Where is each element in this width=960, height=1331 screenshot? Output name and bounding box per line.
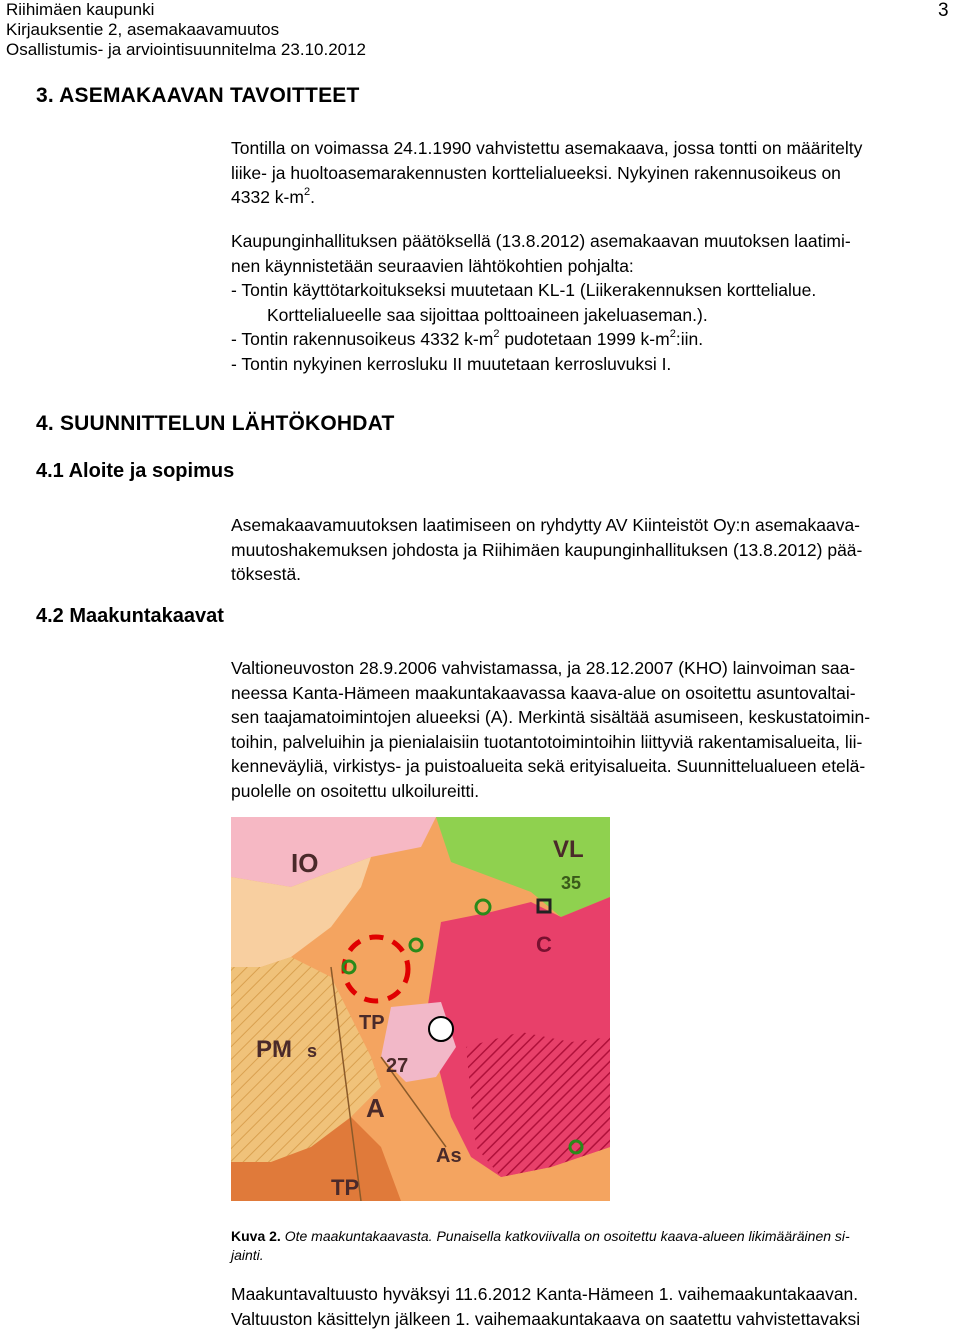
text-line: puolelle on osoitettu ulkoilureitti. bbox=[231, 779, 956, 804]
superscript: 2 bbox=[493, 328, 499, 340]
map-label-tp-bottom: TP bbox=[331, 1175, 359, 1200]
subsection-4-2-heading: 4.2 Maakuntakaavat bbox=[36, 605, 224, 628]
text-line: toihin, palveluihin ja pienialaisiin tuotantotoimintoihin liittyviä rakentamisalueita, lii- bbox=[231, 730, 956, 755]
caption-line bbox=[231, 1227, 956, 1246]
text-line: Valtuuston käsittelyn jälkeen 1. vaihemaakuntakaava on saatettu vahvistettavaksi bbox=[231, 1307, 956, 1331]
superscript: 2 bbox=[304, 186, 310, 198]
text-span: 4332 k-m bbox=[231, 187, 304, 207]
subsection-4-2-paragraph bbox=[231, 656, 956, 803]
header-document: Osallistumis- ja arviointisuunnitelma 23.10.2012 bbox=[6, 40, 366, 60]
section-3-paragraph-2 bbox=[231, 229, 956, 376]
map-label-35: 35 bbox=[561, 873, 581, 893]
text-line: Kaupunginhallituksen päätöksellä (13.8.2012) asemakaavan muutoksen laatimi- bbox=[231, 229, 956, 254]
text-line: kenneväyliä, virkistys- ja puistoalueita sekä erityisalueita. Suunnittelualueen etelä- bbox=[231, 754, 956, 779]
text-line: liike- ja huoltoasemarakennusten korttelialueeksi. Nykyinen rakennusoikeus on bbox=[231, 161, 956, 186]
section-4-heading: 4. SUUNNITTELUN LÄHTÖKOHDAT bbox=[36, 412, 395, 436]
figure-caption bbox=[231, 1227, 956, 1265]
subsection-4-1-paragraph bbox=[231, 513, 956, 587]
map-label-a: A bbox=[366, 1093, 385, 1123]
text-span: pudotetaan 1999 k-m bbox=[499, 329, 669, 349]
header-project: Kirjauksentie 2, asemakaavamuutos bbox=[6, 20, 279, 40]
page-number: 3 bbox=[938, 0, 949, 22]
caption-text: Ote maakuntakaavasta. Punaisella katkoviivalla on osoitettu kaava-alueen likimääräinen si- bbox=[281, 1228, 850, 1244]
list-item: - Tontin käyttötarkoitukseksi muutetaan KL-1 (Liikerakennuksen korttelialue. bbox=[231, 278, 956, 303]
section-3-heading: 3. ASEMAKAAVAN TAVOITTEET bbox=[36, 84, 360, 108]
section-3-paragraph-1 bbox=[231, 136, 956, 210]
header-organization: Riihimäen kaupunki bbox=[6, 0, 154, 20]
text-span: - Tontin rakennusoikeus 4332 k-m bbox=[231, 329, 493, 349]
map-symbol-circle bbox=[429, 1017, 453, 1041]
caption-line: jainti. bbox=[231, 1246, 956, 1265]
text-line: muutoshakemuksen johdosta ja Riihimäen kaupunginhallituksen (13.8.2012) pää- bbox=[231, 538, 956, 563]
list-item-continuation: Korttelialueelle saa sijoittaa polttoaineen jakeluaseman.). bbox=[231, 303, 956, 328]
text-line: Maakuntavaltuusto hyväksyi 11.6.2012 Kanta-Hämeen 1. vaihemaakuntakaavan. bbox=[231, 1282, 956, 1307]
text-line: neessa Kanta-Hämeen maakuntakaavassa kaava-alue on osoitettu asuntovaltai- bbox=[231, 681, 956, 706]
subsection-4-2-paragraph-2 bbox=[231, 1282, 956, 1331]
map-label-tp-top: TP bbox=[359, 1012, 385, 1034]
map-label-vl: VL bbox=[553, 836, 584, 863]
map-label-s: s bbox=[307, 1041, 317, 1061]
text-span: . bbox=[310, 187, 315, 207]
text-span: :iin. bbox=[676, 329, 703, 349]
text-line bbox=[231, 185, 956, 210]
text-line: Asemakaavamuutoksen laatimiseen on ryhdytty AV Kiinteistöt Oy:n asemakaava- bbox=[231, 513, 956, 538]
caption-label: Kuva 2. bbox=[231, 1228, 281, 1244]
map-label-27: 27 bbox=[386, 1055, 408, 1077]
map-graphic bbox=[231, 817, 610, 1201]
list-item bbox=[231, 327, 956, 352]
text-line: Tontilla on voimassa 24.1.1990 vahvistettu asemakaava, jossa tontti on määritelty bbox=[231, 136, 956, 161]
superscript: 2 bbox=[670, 328, 676, 340]
regional-plan-map bbox=[231, 817, 610, 1201]
map-label-c: C bbox=[536, 932, 552, 957]
text-line: sen taajamatoimintojen alueeksi (A). Merkintä sisältää asumiseen, keskustatoimin- bbox=[231, 705, 956, 730]
text-line: Valtioneuvoston 28.9.2006 vahvistamassa, ja 28.12.2007 (KHO) lainvoiman saa- bbox=[231, 656, 956, 681]
map-label-pm: PM bbox=[256, 1036, 292, 1063]
map-label-as: As bbox=[436, 1145, 462, 1167]
map-label-io: IO bbox=[291, 848, 318, 878]
list-item: - Tontin nykyinen kerrosluku II muutetaan kerrosluvuksi I. bbox=[231, 352, 956, 377]
subsection-4-1-heading: 4.1 Aloite ja sopimus bbox=[36, 460, 234, 483]
text-line: töksestä. bbox=[231, 562, 956, 587]
text-line: nen käynnistetään seuraavien lähtökohtien pohjalta: bbox=[231, 254, 956, 279]
